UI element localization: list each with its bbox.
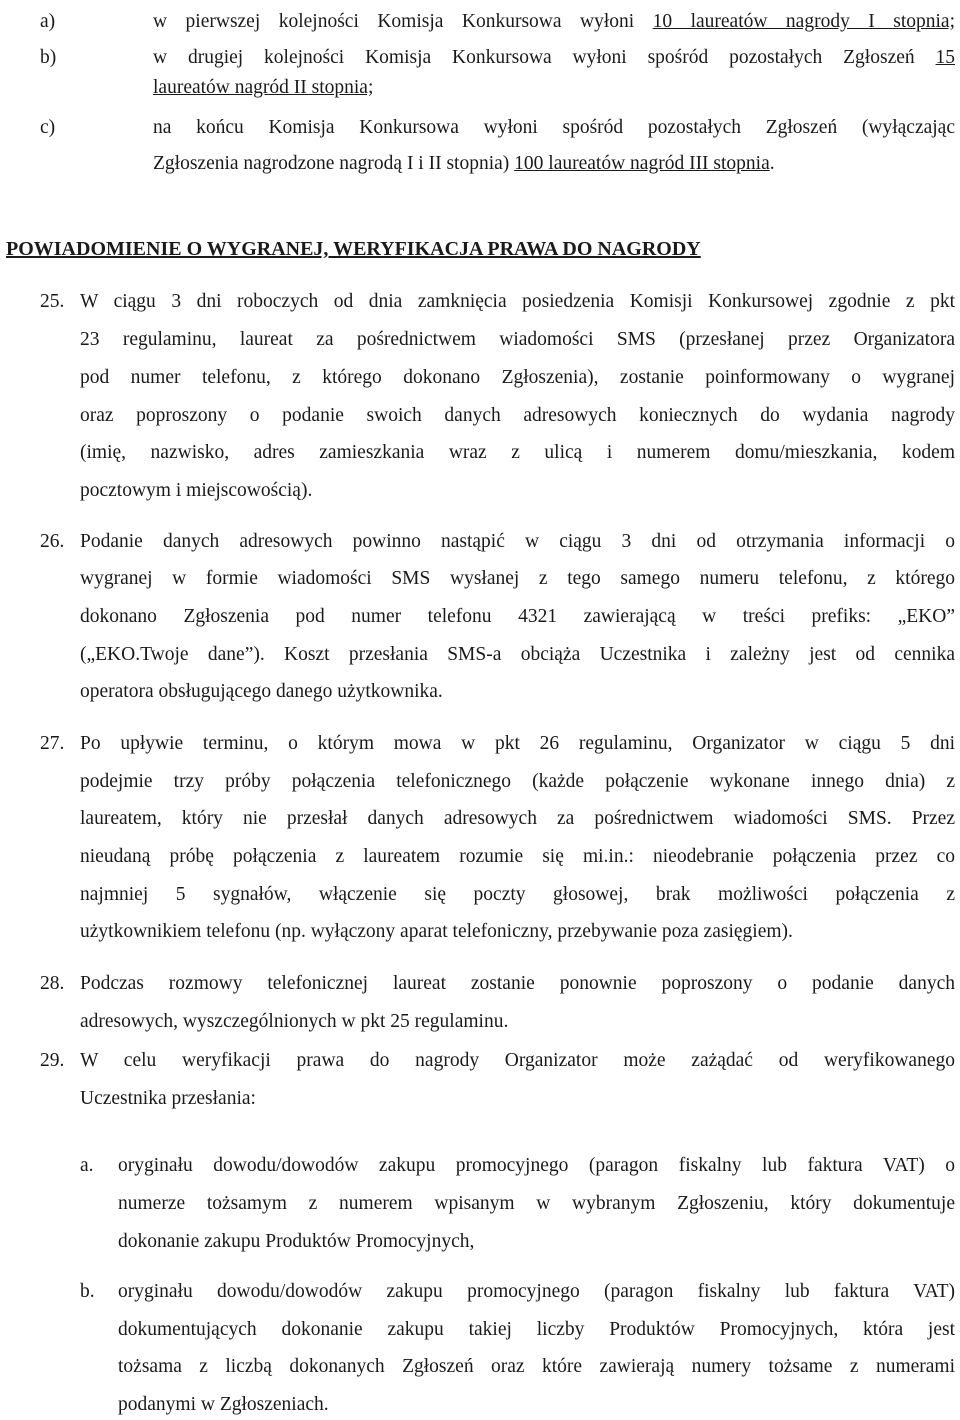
point-line: W ciągu 3 dni roboczych od dnia zamknięcia posiedzenia Komisji Konkursowej zgodnie z pkt [80, 291, 955, 312]
point-line: Podanie danych adresowych powinno nastąpić w ciągu 3 dni od otrzymania informacji o [80, 531, 955, 552]
point-number: 27. [40, 733, 65, 754]
sub-item-line: oryginału dowodu/dowodów zakupu promocyjnego (paragon fiskalny lub faktura VAT) [118, 1281, 955, 1302]
list-item-line: na końcu Komisja Konkursowa wyłoni spośród pozostałych Zgłoszeń (wyłączając [153, 117, 955, 138]
point-line: W celu weryfikacji prawa do nagrody Organizator może zażądać od weryfikowanego [80, 1050, 955, 1071]
point-line: pocztowym i miejscowością). [80, 480, 313, 501]
underlined-text: laureatów nagród II stopnia; [153, 77, 374, 98]
text-run: w drugiej kolejności Komisja Konkursowa wyłoni spośród pozostałych Zgłoszeń [153, 47, 936, 68]
sub-item-marker: a. [80, 1155, 94, 1176]
section-heading: POWIADOMIENIE O WYGRANEJ, WERYFIKACJA PRAWA DO NAGRODY [6, 238, 701, 260]
point-line: najmniej 5 sygnałów, włączenie się poczty głosowej, brak możliwości połączenia z [80, 884, 955, 905]
sub-item-line: dokonanie zakupu Produktów Promocyjnych, [118, 1231, 475, 1252]
point-number: 28. [40, 973, 65, 994]
list-marker: b) [40, 47, 57, 68]
underlined-text: 100 laureatów nagród III stopnia [514, 153, 770, 174]
point-line: Po upływie terminu, o którym mowa w pkt 26 regulaminu, Organizator w ciągu 5 dni [80, 733, 955, 754]
point-line: oraz poproszony o podanie swoich danych adresowych koniecznych do wydania nagrody [80, 405, 955, 426]
list-item-line [153, 46, 955, 70]
list-marker: c) [40, 117, 56, 138]
point-line: użytkownikiem telefonu (np. wyłączony aparat telefoniczny, przebywanie poza zasięgiem). [80, 921, 793, 942]
text-run: w pierwszej kolejności Komisja Konkursowa wyłoni [153, 11, 653, 32]
point-number: 29. [40, 1050, 65, 1071]
point-line: podejmie trzy próby połączenia telefonicznego (każde połączenie wykonane innego dnia) z [80, 771, 955, 792]
point-number: 26. [40, 531, 65, 552]
sub-item-line: dokumentujących dokonanie zakupu takiej liczby Produktów Promocyjnych, która jest [118, 1319, 955, 1340]
point-line: nieudaną próbę połączenia z laureatem rozumie się mi.in.: nieodebranie połączenia przez co [80, 846, 955, 867]
underlined-text: 15 [935, 47, 955, 68]
point-line: adresowych, wyszczególnionych w pkt 25 regulaminu. [80, 1011, 509, 1032]
point-line: pod numer telefonu, z którego dokonano Zgłoszenia), zostanie poinformowany o wygranej [80, 367, 955, 388]
point-line: wygranej w formie wiadomości SMS wysłanej z tego samego numeru telefonu, z którego [80, 568, 955, 589]
point-line: laureatem, który nie przesłał danych adresowych za pośrednictwem wiadomości SMS. Przez [80, 808, 955, 829]
list-item-line [153, 152, 775, 176]
sub-item-line: numerze tożsamym z numerem wpisanym w wybranym Zgłoszeniu, który dokumentuje [118, 1193, 955, 1214]
point-line: Podczas rozmowy telefonicznej laureat zostanie ponownie poproszony o podanie danych [80, 973, 955, 994]
underlined-text: 10 laureatów nagrody I stopnia; [652, 11, 955, 32]
point-line: 23 regulaminu, laureat za pośrednictwem wiadomości SMS (przesłanej przez Organizatora [80, 329, 955, 350]
sub-item-line: podanymi w Zgłoszeniach. [118, 1394, 329, 1415]
text-run: . [769, 153, 775, 174]
point-line: Uczestnika przesłania: [80, 1088, 256, 1109]
sub-item-marker: b. [80, 1281, 95, 1302]
sub-item-line: oryginału dowodu/dowodów zakupu promocyjnego (paragon fiskalny lub faktura VAT) o [118, 1155, 955, 1176]
point-line: dokonano Zgłoszenia pod numer telefonu 4321 zawierającą w treści prefiks: „EKO” [80, 606, 955, 627]
list-item-line [153, 76, 373, 100]
text-run: Zgłoszenia nagrodzone nagrodą I i II stopnia) [153, 153, 515, 174]
point-line: (imię, nazwisko, adres zamieszkania wraz z ulicą i numerem domu/mieszkania, kodem [80, 442, 955, 463]
list-item-line [153, 10, 955, 34]
sub-item-line: tożsama z liczbą dokonanych Zgłoszeń oraz które zawierają numery tożsame z numerami [118, 1356, 955, 1377]
point-number: 25. [40, 291, 65, 312]
point-line: („EKO.Twoje dane”). Koszt przesłania SMS-a obciąża Uczestnika i zależny jest od cennika [80, 644, 955, 665]
list-marker: a) [40, 11, 56, 32]
point-line: operatora obsługującego danego użytkownika. [80, 681, 443, 702]
